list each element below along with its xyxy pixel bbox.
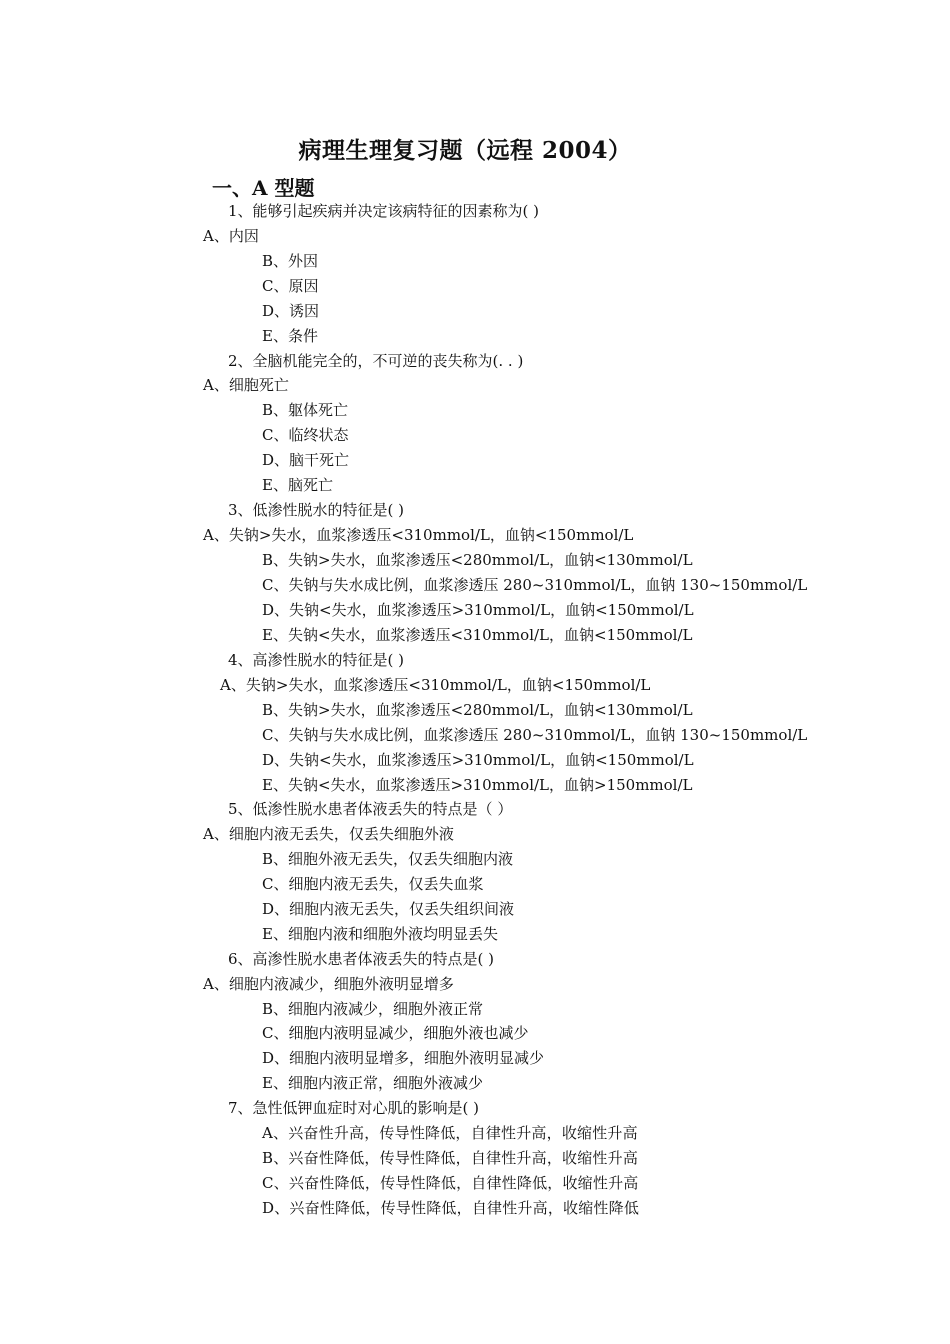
option-c: C、临终状态 <box>262 426 349 444</box>
option-d: D、失钠<失水，血浆渗透压>310mmol/L，血钠<150mmol/L <box>262 751 694 769</box>
question-stem: 5、低渗性脱水患者体液丢失的特点是（ ） <box>228 800 513 818</box>
option-d: D、兴奋性降低，传导性降低，自律性升高，收缩性降低 <box>262 1199 640 1217</box>
option-b: B、外因 <box>262 252 319 270</box>
option-e: E、失钠<失水，血浆渗透压>310mmol/L，血钠>150mmol/L <box>262 776 693 794</box>
section-heading: 一、A 型题 <box>212 176 315 200</box>
option-c: C、细胞内液明显减少，细胞外液也减少 <box>262 1024 529 1042</box>
option-e: E、脑死亡 <box>262 476 333 494</box>
question-stem: 6、高渗性脱水患者体液丢失的特点是( ) <box>228 950 495 968</box>
option-d: D、细胞内液无丢失，仅丢失组织间液 <box>262 900 515 918</box>
option-b: B、细胞内液减少，细胞外液正常 <box>262 1000 484 1018</box>
option-a: A、失钠>失水，血浆渗透压<310mmol/L，血钠<150mmol/L <box>220 676 651 694</box>
option-a: A、内因 <box>203 227 259 245</box>
option-e: E、失钠<失水，血浆渗透压<310mmol/L，血钠<150mmol/L <box>262 626 693 644</box>
question-stem: 4、高渗性脱水的特征是( ) <box>228 651 405 669</box>
option-c: C、失钠与失水成比例，血浆渗透压 280~310mmol/L，血钠 130~150mmol/L <box>262 576 808 594</box>
option-a: A、兴奋性升高，传导性降低，自律性升高，收缩性升高 <box>262 1124 638 1142</box>
option-c: C、失钠与失水成比例，血浆渗透压 280~310mmol/L，血钠 130~150mmol/L <box>262 726 808 744</box>
option-c: C、原因 <box>262 277 319 295</box>
option-e: E、细胞内液正常，细胞外液减少 <box>262 1074 483 1092</box>
question-stem: 3、低渗性脱水的特征是( ) <box>228 501 405 519</box>
option-d: D、诱因 <box>262 302 320 320</box>
option-e: E、细胞内液和细胞外液均明显丢失 <box>262 925 498 943</box>
question-stem: 1、能够引起疾病并决定该病特征的因素称为( ) <box>228 202 540 220</box>
option-c: C、细胞内液无丢失，仅丢失血浆 <box>262 875 484 893</box>
page-title: 病理生理复习题（远程 2004） <box>298 137 632 164</box>
option-b: B、兴奋性降低，传导性降低，自律性升高，收缩性升高 <box>262 1149 639 1167</box>
option-b: B、失钠>失水，血浆渗透压<280mmol/L，血钠<130mmol/L <box>262 551 693 569</box>
option-e: E、条件 <box>262 327 318 345</box>
option-b: B、躯体死亡 <box>262 401 349 419</box>
option-a: A、细胞死亡 <box>203 376 289 394</box>
option-a: A、细胞内液减少，细胞外液明显增多 <box>203 975 454 993</box>
option-a: A、细胞内液无丢失，仅丢失细胞外液 <box>203 825 454 843</box>
option-a: A、失钠>失水，血浆渗透压<310mmol/L，血钠<150mmol/L <box>203 526 634 544</box>
option-b: B、失钠>失水，血浆渗透压<280mmol/L，血钠<130mmol/L <box>262 701 693 719</box>
question-stem: 7、急性低钾血症时对心肌的影响是( ) <box>228 1099 480 1117</box>
option-d: D、脑干死亡 <box>262 451 350 469</box>
option-c: C、兴奋性降低，传导性降低，自律性降低，收缩性升高 <box>262 1174 639 1192</box>
option-b: B、细胞外液无丢失，仅丢失细胞内液 <box>262 850 514 868</box>
question-stem: 2、全脑机能完全的，不可逆的丧失称为(. . ) <box>228 352 524 370</box>
option-d: D、失钠<失水，血浆渗透压>310mmol/L，血钠<150mmol/L <box>262 601 694 619</box>
option-d: D、细胞内液明显增多，细胞外液明显减少 <box>262 1049 545 1067</box>
